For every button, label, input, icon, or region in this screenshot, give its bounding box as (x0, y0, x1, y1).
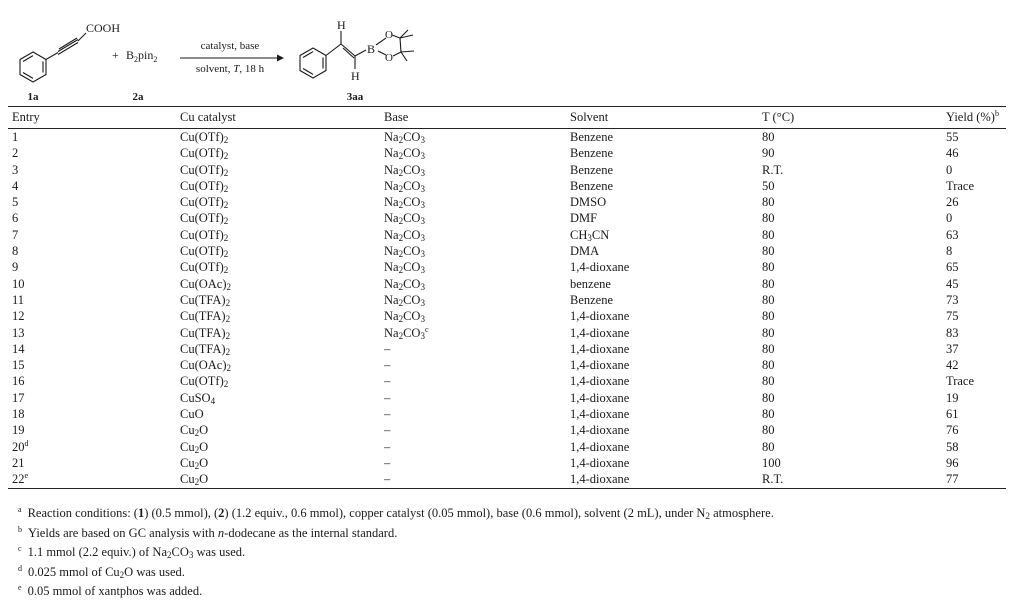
base-cell: – (384, 439, 391, 454)
base-cell: – (384, 341, 391, 356)
header-yield: Yield (%)$^b$ (942, 107, 1006, 129)
table-row (8, 276, 1006, 292)
temperature-cell: 80 (762, 195, 775, 210)
entry-cell: 4 (12, 178, 19, 193)
solvent-cell: 1,4-dioxane (570, 407, 630, 422)
entry-cell: 15 (12, 358, 25, 373)
entry-cell: 22e (8, 471, 176, 488)
phenylpropiolic-acid-structure (20, 33, 86, 82)
temperature-cell: 80 (762, 292, 775, 307)
table-header-row (8, 107, 1006, 129)
yield-cell: 37 (946, 341, 959, 356)
conditions-top: catalyst, base (200, 40, 260, 52)
reactant-1-label: 1a (27, 91, 39, 103)
yield-cell: 83 (946, 325, 959, 340)
cooh-group: COOH (86, 21, 121, 35)
temperature-cell: 80 (762, 341, 775, 356)
table-row (8, 439, 1006, 455)
solvent-cell: 1,4-dioxane (570, 358, 630, 373)
catalyst-cell: $Cu(OTf)_2$ (180, 146, 229, 162)
entry-cell: 12 (12, 309, 25, 324)
table-row (8, 145, 1006, 161)
yield-cell: 58 (946, 439, 959, 454)
catalyst-cell: $Cu(OAc)_2$ (180, 358, 232, 374)
base-cell: – (384, 455, 391, 470)
base-cell: $Na_2CO_3$ (384, 195, 425, 211)
optimization-table (8, 106, 1006, 489)
solvent-cell: 1,4-dioxane (570, 260, 630, 275)
table-row (8, 471, 1006, 488)
base-cell: – (384, 390, 391, 405)
table-row (8, 308, 1006, 324)
base-cell: $Na_2CO_3^c$ (384, 324, 429, 341)
reagent-2-label: 2a (132, 91, 144, 103)
header-entry: Entry (8, 107, 176, 129)
entry-cell: 3 (12, 162, 19, 177)
base-cell: – (384, 358, 391, 373)
base-cell: – (384, 423, 391, 438)
catalyst-cell: $Cu(OTf)_2$ (180, 178, 229, 194)
yield-cell: 96 (946, 455, 959, 470)
base-cell: $Na_2CO_3$ (384, 211, 425, 227)
catalyst-cell: $Cu(OTf)_2$ (180, 244, 229, 260)
entry-cell: 13 (12, 325, 25, 340)
table-footnotes (8, 502, 774, 600)
temperature-cell: 80 (762, 211, 775, 226)
base-cell: $Na_2CO_3$ (384, 162, 425, 178)
yield-cell: 73 (946, 292, 959, 307)
entry-cell: 16 (12, 374, 25, 389)
base-cell: – (380, 471, 566, 488)
solvent-cell: Benzene (570, 292, 614, 307)
plus-sign: + (112, 48, 119, 62)
solvent-cell: Benzene (570, 130, 614, 144)
table-row (8, 243, 1006, 259)
catalyst-cell: $Cu_2O$ (180, 439, 209, 455)
catalyst-cell: $Cu(TFA)_2$ (180, 309, 231, 325)
table-row (8, 178, 1006, 194)
temperature-cell: 80 (762, 244, 775, 259)
yield-cell: Trace (946, 178, 975, 193)
catalyst-cell: $Cu(OTf)_2$ (180, 130, 229, 145)
entry-cell: 21 (12, 455, 25, 470)
table-row (8, 357, 1006, 373)
temperature-cell: 80 (762, 390, 775, 405)
atom-o-bottom: O (385, 52, 393, 64)
catalyst-cell: $Cu(OTf)_2$ (180, 195, 229, 211)
temperature-cell: 80 (762, 260, 775, 275)
entry-cell: 19 (12, 423, 25, 438)
atom-h-top: H (337, 18, 346, 32)
temperature-cell: 80 (762, 325, 775, 340)
solvent-cell: Benzene (570, 178, 614, 193)
yield-cell: 55 (946, 130, 959, 144)
entry-cell: 5 (12, 195, 19, 210)
catalyst-cell: $Cu_2O$ (180, 423, 209, 439)
yield-cell: 75 (946, 309, 959, 324)
solvent-cell: 1,4-dioxane (570, 390, 630, 405)
table-row (8, 373, 1006, 389)
entry-cell: 7 (12, 227, 19, 242)
solvent-cell: $CH_3CN$ (570, 227, 610, 243)
catalyst-cell: CuO (180, 407, 204, 422)
entry-cell: 17 (12, 390, 25, 405)
yield-cell: 0 (946, 211, 953, 226)
yield-cell: 77 (942, 471, 1006, 488)
base-cell: $Na_2CO_3$ (384, 276, 425, 292)
yield-cell: 42 (946, 358, 959, 373)
catalyst-cell: $Cu_2O$ (176, 471, 380, 488)
header-catalyst: Cu catalyst (176, 107, 380, 129)
base-cell: $Na_2CO_3$ (384, 309, 425, 325)
temperature-cell: 80 (762, 130, 775, 144)
temperature-cell: 80 (762, 276, 775, 291)
conditions-bottom: solvent, T, 18 h (195, 63, 265, 75)
solvent-cell: benzene (570, 276, 611, 291)
yield-cell: 19 (946, 390, 959, 405)
solvent-cell: 1,4-dioxane (570, 309, 630, 324)
reaction-scheme (0, 0, 1020, 104)
catalyst-cell: $Cu(OTf)_2$ (180, 162, 229, 178)
temperature-cell: 80 (762, 423, 775, 438)
yield-cell: 45 (946, 276, 959, 291)
footnote-a: $^a$ Reaction conditions: (1) (0.5 mmol), (2) (1.2 equiv., 0.6 mmol), copper catalyst (0.05 mmol), base (0.6 mmol), solvent (2 mL), under $N_2$ atmosphere. (18, 505, 774, 521)
yield-cell: 46 (946, 146, 959, 161)
solvent-cell: DMA (570, 244, 600, 259)
solvent-cell: Benzene (570, 162, 614, 177)
solvent-cell: 1,4-dioxane (570, 325, 630, 340)
table-row (8, 259, 1006, 275)
footnote-d: $^d$ 0.025 mmol of $Cu_2O$ was used. (18, 563, 185, 580)
catalyst-cell: $Cu(OTf)_2$ (180, 227, 229, 243)
temperature-cell: 80 (762, 407, 775, 422)
solvent-cell: DMSO (570, 195, 607, 210)
yield-cell: Trace (946, 374, 975, 389)
base-cell: $Na_2CO_3$ (384, 244, 425, 260)
entry-cell: 1 (12, 130, 19, 144)
temperature-cell: R.T. (762, 162, 784, 177)
header-solvent: Solvent (566, 107, 758, 129)
atom-b: B (367, 42, 376, 56)
arrow-head-icon (277, 55, 284, 62)
base-cell: $Na_2CO_3$ (384, 178, 425, 194)
solvent-cell: 1,4-dioxane (570, 439, 630, 454)
entry-cell: 9 (12, 260, 19, 275)
catalyst-cell: $Cu(OTf)_2$ (180, 260, 229, 276)
solvent-cell: 1,4-dioxane (570, 341, 630, 356)
catalyst-cell: $Cu(OAc)_2$ (180, 276, 232, 292)
temperature-cell: 80 (762, 358, 775, 373)
entry-cell: 6 (12, 211, 19, 226)
atom-o-top: O (385, 29, 393, 41)
entry-cell: 14 (12, 341, 25, 356)
footnote-b: $^b$ Yields are based on GC analysis with n-dodecane as the internal standard. (18, 524, 398, 540)
table-row (8, 325, 1006, 341)
yield-cell: 8 (946, 244, 953, 259)
solvent-cell: Benzene (570, 146, 614, 161)
base-cell: $Na_2CO_3$ (384, 130, 425, 145)
table-row (8, 455, 1006, 471)
reagent-b2pin2: $B_2pin_2$ (126, 48, 158, 64)
yield-cell: 63 (946, 227, 959, 242)
solvent-cell: 1,4-dioxane (570, 423, 630, 438)
table-row (8, 194, 1006, 210)
atom-h-bottom: H (351, 69, 360, 83)
table-row (8, 292, 1006, 308)
footnote-e: $^e$ 0.05 mmol of xantphos was added. (18, 583, 203, 598)
temperature-cell: 50 (762, 178, 775, 193)
yield-cell: 61 (946, 407, 959, 422)
table-row (8, 390, 1006, 406)
entry-cell: 10 (12, 276, 25, 291)
solvent-cell: 1,4-dioxane (566, 471, 758, 488)
header-base: Base (380, 107, 566, 129)
catalyst-cell: $Cu_2O$ (180, 455, 209, 471)
catalyst-cell: $Cu(TFA)_2$ (180, 292, 231, 308)
temperature-cell: 90 (762, 146, 775, 161)
solvent-cell: 1,4-dioxane (570, 455, 630, 470)
temperature-cell: 80 (762, 227, 775, 242)
temperature-cell: 80 (762, 374, 775, 389)
temperature-cell: 80 (762, 439, 775, 454)
base-cell: $Na_2CO_3$ (384, 146, 425, 162)
footnote-c: $^c$ 1.1 mmol (2.2 equiv.) of $Na_2CO_3$ was used. (18, 544, 246, 560)
yield-cell: 65 (946, 260, 959, 275)
table-row (8, 422, 1006, 438)
temperature-cell: 100 (762, 455, 781, 470)
table-row (8, 406, 1006, 422)
catalyst-cell: CuSO$_4$ (180, 390, 216, 406)
entry-cell: 18 (12, 407, 25, 422)
table-row (8, 129, 1006, 146)
temperature-cell: 80 (762, 309, 775, 324)
catalyst-cell: $Cu(TFA)_2$ (180, 325, 231, 341)
entry-cell: 8 (12, 244, 19, 259)
base-cell: $Na_2CO_3$ (384, 292, 425, 308)
catalyst-cell: $Cu(OTf)_2$ (180, 211, 229, 227)
yield-cell: 76 (946, 423, 959, 438)
table-body (8, 129, 1006, 489)
base-cell: – (384, 374, 391, 389)
table-row (8, 210, 1006, 226)
base-cell: $Na_2CO_3$ (384, 227, 425, 243)
solvent-cell: DMF (570, 211, 598, 226)
base-cell: $Na_2CO_3$ (384, 260, 425, 276)
catalyst-cell: $Cu(TFA)_2$ (180, 341, 231, 357)
header-temperature: T (°C) (758, 107, 942, 129)
table-row (8, 162, 1006, 178)
table-row (8, 341, 1006, 357)
entry-cell: 11 (12, 292, 25, 307)
yield-cell: 0 (946, 162, 953, 177)
table-row (8, 227, 1006, 243)
yield-cell: 26 (946, 195, 959, 210)
product-label: 3aa (346, 91, 364, 103)
temperature-cell: R.T. (758, 471, 942, 488)
entry-cell: 20$^d$ (12, 438, 29, 454)
solvent-cell: 1,4-dioxane (570, 374, 630, 389)
base-cell: – (384, 407, 391, 422)
catalyst-cell: $Cu(OTf)_2$ (180, 374, 229, 390)
entry-cell: 2 (12, 146, 19, 161)
